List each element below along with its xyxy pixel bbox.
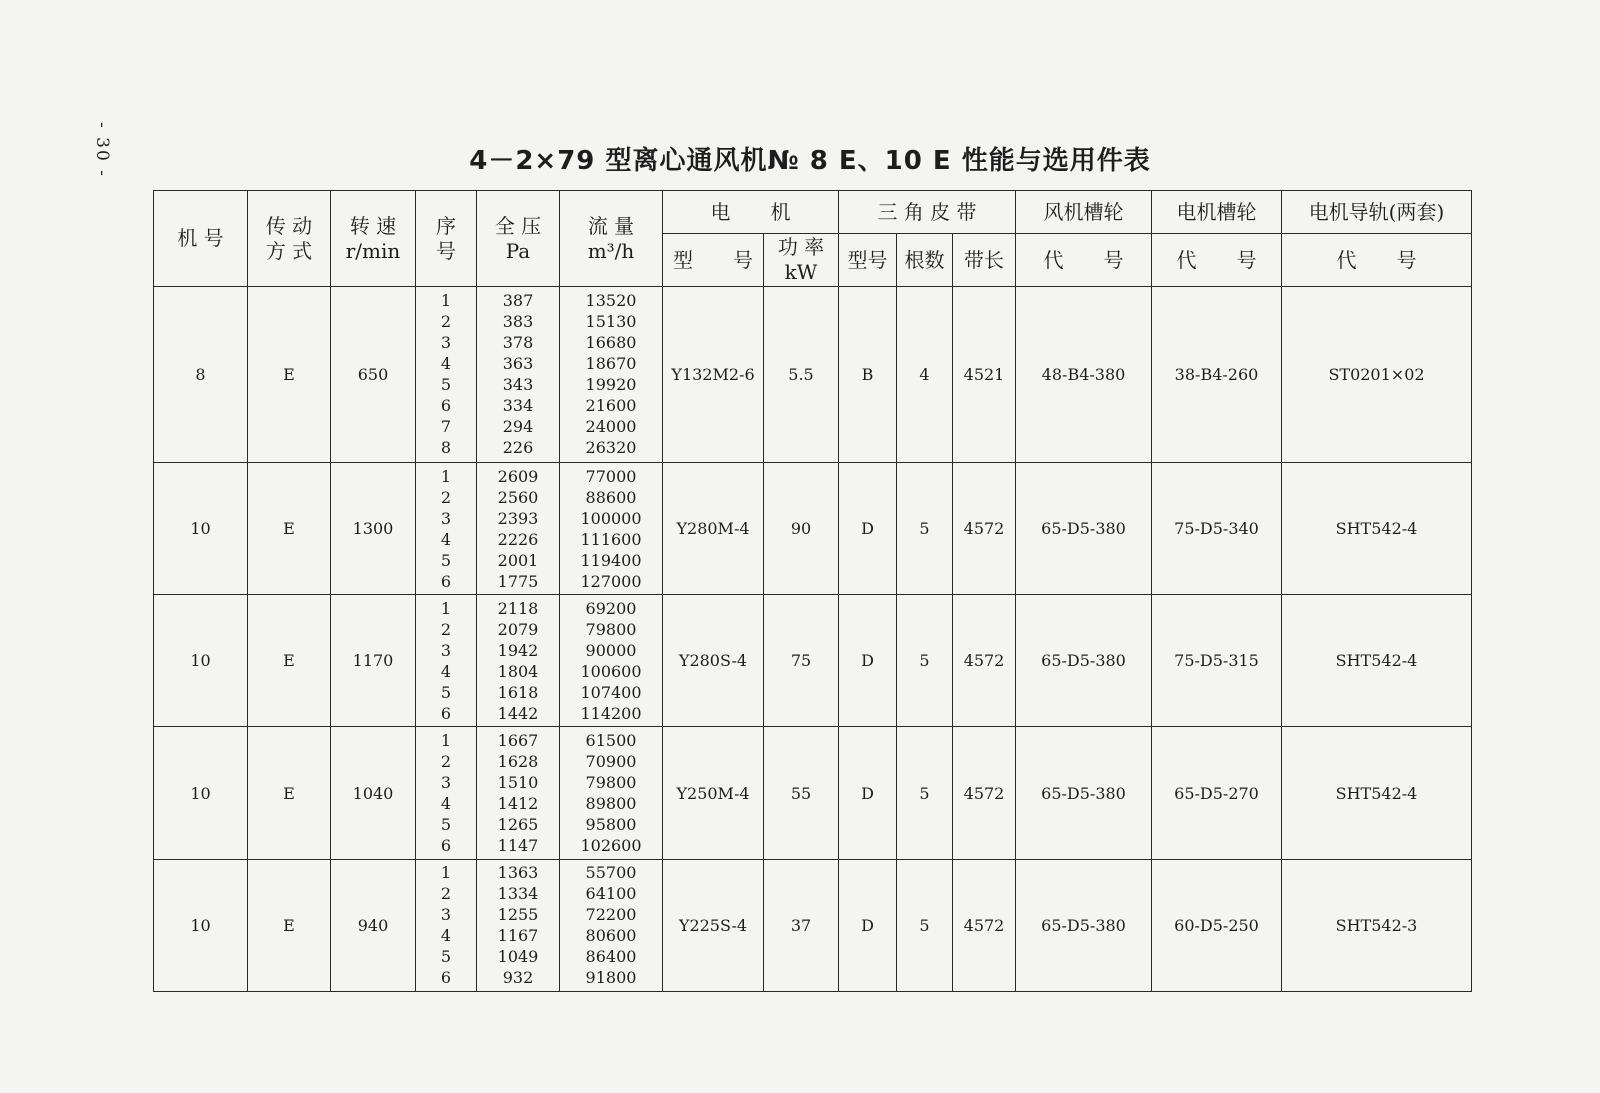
cell-seq-value: 2	[440, 884, 452, 904]
cell-flow	[560, 287, 663, 463]
cell-pressure-value: 383	[502, 312, 534, 332]
cell-seq-value: 5	[440, 375, 452, 395]
cell-pressure-value: 334	[502, 396, 534, 416]
cell-speed: 1170	[331, 595, 416, 727]
cell-pressure-value: 1628	[497, 752, 539, 772]
cell-motor-power: 37	[764, 859, 839, 991]
cell-flow-value: 13520	[585, 291, 637, 311]
cell-seq-value: 4	[440, 354, 452, 374]
cell-fan-pulley: 65-D5-380	[1016, 595, 1152, 727]
cell-flow-value: 90000	[585, 640, 637, 660]
cell-seq	[416, 859, 477, 991]
cell-belt-count: 5	[897, 727, 953, 859]
cell-belt-length: 4572	[953, 727, 1016, 859]
cell-belt-type: D	[839, 595, 897, 727]
cell-speed: 650	[331, 287, 416, 463]
cell-flow-value: 69200	[585, 598, 637, 618]
cell-pressure-value: 226	[502, 438, 534, 458]
cell-pressure-value: 1363	[497, 863, 539, 883]
cell-speed: 1300	[331, 462, 416, 594]
cell-seq-value: 5	[440, 947, 452, 967]
cell-belt-length: 4572	[953, 859, 1016, 991]
page-title: 4－2×79 型离心通风机№ 8 E、10 E 性能与选用件表	[469, 146, 1151, 176]
cell-pressure-value: 2226	[497, 529, 539, 549]
cell-seq-value: 1	[440, 291, 452, 311]
cell-pressure-value: 2609	[497, 466, 539, 486]
cell-flow-value: 88600	[585, 487, 637, 507]
cell-pressure-value: 932	[502, 968, 534, 988]
cell-seq-value: 6	[440, 836, 452, 856]
table-row	[154, 727, 1472, 859]
cell-pressure-value: 2079	[497, 619, 539, 639]
cell-seq	[416, 727, 477, 859]
cell-pressure-value: 1667	[497, 731, 539, 751]
cell-speed: 1040	[331, 727, 416, 859]
cell-flow-value: 89800	[585, 794, 637, 814]
cell-drive: E	[248, 287, 331, 463]
cell-belt-length: 4572	[953, 595, 1016, 727]
cell-seq-value: 1	[440, 598, 452, 618]
cell-belt-type: B	[839, 287, 897, 463]
cell-seq-value: 4	[440, 661, 452, 681]
cell-motor-model: Y280M-4	[663, 462, 764, 594]
cell-seq-value: 3	[440, 905, 452, 925]
cell-flow-value: 102600	[580, 836, 642, 856]
cell-seq-value: 5	[440, 550, 452, 570]
cell-flow-value: 119400	[580, 550, 642, 570]
cell-flow-value: 100600	[580, 661, 642, 681]
performance-table	[153, 190, 1472, 992]
header-motor: 电 机	[663, 191, 839, 234]
cell-seq-value: 2	[440, 619, 452, 639]
cell-pressure-value: 294	[502, 417, 534, 437]
cell-motor-pulley: 65-D5-270	[1152, 727, 1282, 859]
cell-belt-type: D	[839, 462, 897, 594]
cell-flow-value: 16680	[585, 333, 637, 353]
cell-fan-pulley: 48-B4-380	[1016, 287, 1152, 463]
cell-drive: E	[248, 727, 331, 859]
cell-seq-value: 3	[440, 640, 452, 660]
cell-pressure-value: 1167	[497, 926, 539, 946]
cell-pressure-value: 363	[502, 354, 534, 374]
cell-pressure-value: 378	[502, 333, 534, 353]
cell-pressure	[477, 859, 560, 991]
cell-pressure	[477, 287, 560, 463]
cell-fan-pulley: 65-D5-380	[1016, 859, 1152, 991]
table-row	[154, 595, 1472, 727]
cell-belt-count: 5	[897, 859, 953, 991]
cell-motor-power: 55	[764, 727, 839, 859]
cell-pressure-value: 2001	[497, 550, 539, 570]
cell-motor-pulley: 75-D5-315	[1152, 595, 1282, 727]
cell-flow-value: 15130	[585, 312, 637, 332]
cell-belt-count: 5	[897, 462, 953, 594]
cell-seq-value: 2	[440, 312, 452, 332]
cell-belt-length: 4521	[953, 287, 1016, 463]
header-flow: 流 量 m³/h	[560, 191, 663, 287]
cell-seq-value: 6	[440, 571, 452, 591]
cell-machine-no: 8	[154, 287, 248, 463]
cell-flow-value: 80600	[585, 926, 637, 946]
cell-flow-value: 26320	[585, 438, 637, 458]
cell-flow-value: 79800	[585, 773, 637, 793]
cell-pressure-value: 2118	[497, 598, 539, 618]
cell-belt-count: 5	[897, 595, 953, 727]
cell-flow-value: 95800	[585, 815, 637, 835]
header-motor-pulley-code: 代 号	[1152, 234, 1282, 287]
cell-drive: E	[248, 859, 331, 991]
cell-motor-rail: SHT542-3	[1282, 859, 1472, 991]
cell-flow-value: 21600	[585, 396, 637, 416]
header-belt-type: 型号	[839, 234, 897, 287]
cell-flow-value: 18670	[585, 354, 637, 374]
cell-pressure-value: 1412	[497, 794, 539, 814]
cell-flow-value: 19920	[585, 375, 637, 395]
cell-flow	[560, 595, 663, 727]
cell-flow-value: 86400	[585, 947, 637, 967]
cell-seq-value: 1	[440, 863, 452, 883]
cell-seq-value: 3	[440, 333, 452, 353]
table-row	[154, 859, 1472, 991]
cell-seq-value: 3	[440, 508, 452, 528]
cell-seq-value: 8	[440, 438, 452, 458]
cell-seq-value: 5	[440, 815, 452, 835]
cell-pressure-value: 1942	[497, 640, 539, 660]
header-motor-pulley: 电机槽轮	[1152, 191, 1282, 234]
cell-pressure-value: 1804	[497, 661, 539, 681]
cell-pressure-value: 1049	[497, 947, 539, 967]
cell-motor-power: 90	[764, 462, 839, 594]
cell-seq-value: 1	[440, 466, 452, 486]
cell-flow-value: 114200	[580, 703, 642, 723]
cell-speed: 940	[331, 859, 416, 991]
cell-drive: E	[248, 595, 331, 727]
header-seq: 序 号	[416, 191, 477, 287]
cell-flow-value: 127000	[580, 571, 642, 591]
cell-pressure-value: 1510	[497, 773, 539, 793]
cell-pressure-value: 343	[502, 375, 534, 395]
cell-flow-value: 55700	[585, 863, 637, 883]
cell-motor-model: Y132M2-6	[663, 287, 764, 463]
cell-pressure-value: 1265	[497, 815, 539, 835]
cell-flow-value: 70900	[585, 752, 637, 772]
cell-flow	[560, 727, 663, 859]
cell-seq-value: 1	[440, 731, 452, 751]
table-row	[154, 462, 1472, 594]
cell-machine-no: 10	[154, 859, 248, 991]
cell-seq-value: 4	[440, 926, 452, 946]
cell-seq	[416, 462, 477, 594]
cell-seq-value: 6	[440, 968, 452, 988]
cell-machine-no: 10	[154, 727, 248, 859]
cell-pressure-value: 387	[502, 291, 534, 311]
page-number: - 30 -	[92, 122, 112, 178]
cell-seq	[416, 595, 477, 727]
cell-pressure-value: 1618	[497, 682, 539, 702]
cell-pressure	[477, 462, 560, 594]
cell-flow-value: 64100	[585, 884, 637, 904]
cell-machine-no: 10	[154, 462, 248, 594]
cell-flow-value: 77000	[585, 466, 637, 486]
cell-seq-value: 3	[440, 773, 452, 793]
header-belt-count: 根数	[897, 234, 953, 287]
header-machine-no: 机 号	[154, 191, 248, 287]
header-drive: 传 动 方 式	[248, 191, 331, 287]
header-motor-rail-code: 代 号	[1282, 234, 1472, 287]
header-motor-power: 功 率 kW	[764, 234, 839, 287]
cell-pressure-value: 2393	[497, 508, 539, 528]
cell-pressure	[477, 727, 560, 859]
cell-flow	[560, 859, 663, 991]
cell-flow-value: 79800	[585, 619, 637, 639]
cell-motor-model: Y225S-4	[663, 859, 764, 991]
cell-pressure	[477, 595, 560, 727]
cell-motor-model: Y250M-4	[663, 727, 764, 859]
cell-seq-value: 2	[440, 752, 452, 772]
cell-seq-value: 2	[440, 487, 452, 507]
cell-pressure-value: 1334	[497, 884, 539, 904]
cell-flow-value: 111600	[580, 529, 642, 549]
cell-fan-pulley: 65-D5-380	[1016, 462, 1152, 594]
cell-motor-pulley: 75-D5-340	[1152, 462, 1282, 594]
cell-pressure-value: 1255	[497, 905, 539, 925]
cell-motor-rail: SHT542-4	[1282, 727, 1472, 859]
cell-motor-pulley: 38-B4-260	[1152, 287, 1282, 463]
cell-flow-value: 24000	[585, 417, 637, 437]
table-row	[154, 287, 1472, 463]
cell-seq-value: 4	[440, 794, 452, 814]
cell-motor-model: Y280S-4	[663, 595, 764, 727]
cell-belt-type: D	[839, 859, 897, 991]
cell-belt-length: 4572	[953, 462, 1016, 594]
cell-pressure-value: 1775	[497, 571, 539, 591]
cell-belt-count: 4	[897, 287, 953, 463]
header-fan-pulley-code: 代 号	[1016, 234, 1152, 287]
cell-flow-value: 72200	[585, 905, 637, 925]
cell-flow-value: 107400	[580, 682, 642, 702]
cell-motor-power: 5.5	[764, 287, 839, 463]
header-motor-rail: 电机导轨(两套)	[1282, 191, 1472, 234]
header-fan-pulley: 风机槽轮	[1016, 191, 1152, 234]
header-belt-length: 带长	[953, 234, 1016, 287]
cell-flow-value: 61500	[585, 731, 637, 751]
cell-seq	[416, 287, 477, 463]
cell-seq-value: 4	[440, 529, 452, 549]
cell-motor-rail: ST0201×02	[1282, 287, 1472, 463]
cell-motor-pulley: 60-D5-250	[1152, 859, 1282, 991]
cell-seq-value: 6	[440, 703, 452, 723]
cell-machine-no: 10	[154, 595, 248, 727]
cell-seq-value: 7	[440, 417, 452, 437]
cell-drive: E	[248, 462, 331, 594]
header-pressure: 全 压 Pa	[477, 191, 560, 287]
cell-motor-power: 75	[764, 595, 839, 727]
cell-flow-value: 100000	[580, 508, 642, 528]
cell-motor-rail: SHT542-4	[1282, 595, 1472, 727]
cell-pressure-value: 1147	[497, 836, 539, 856]
cell-fan-pulley: 65-D5-380	[1016, 727, 1152, 859]
cell-motor-rail: SHT542-4	[1282, 462, 1472, 594]
header-speed: 转 速 r/min	[331, 191, 416, 287]
cell-flow-value: 91800	[585, 968, 637, 988]
cell-seq-value: 5	[440, 682, 452, 702]
header-belt: 三 角 皮 带	[839, 191, 1016, 234]
cell-pressure-value: 1442	[497, 703, 539, 723]
cell-seq-value: 6	[440, 396, 452, 416]
header-motor-model: 型 号	[663, 234, 764, 287]
cell-pressure-value: 2560	[497, 487, 539, 507]
cell-belt-type: D	[839, 727, 897, 859]
cell-flow	[560, 462, 663, 594]
